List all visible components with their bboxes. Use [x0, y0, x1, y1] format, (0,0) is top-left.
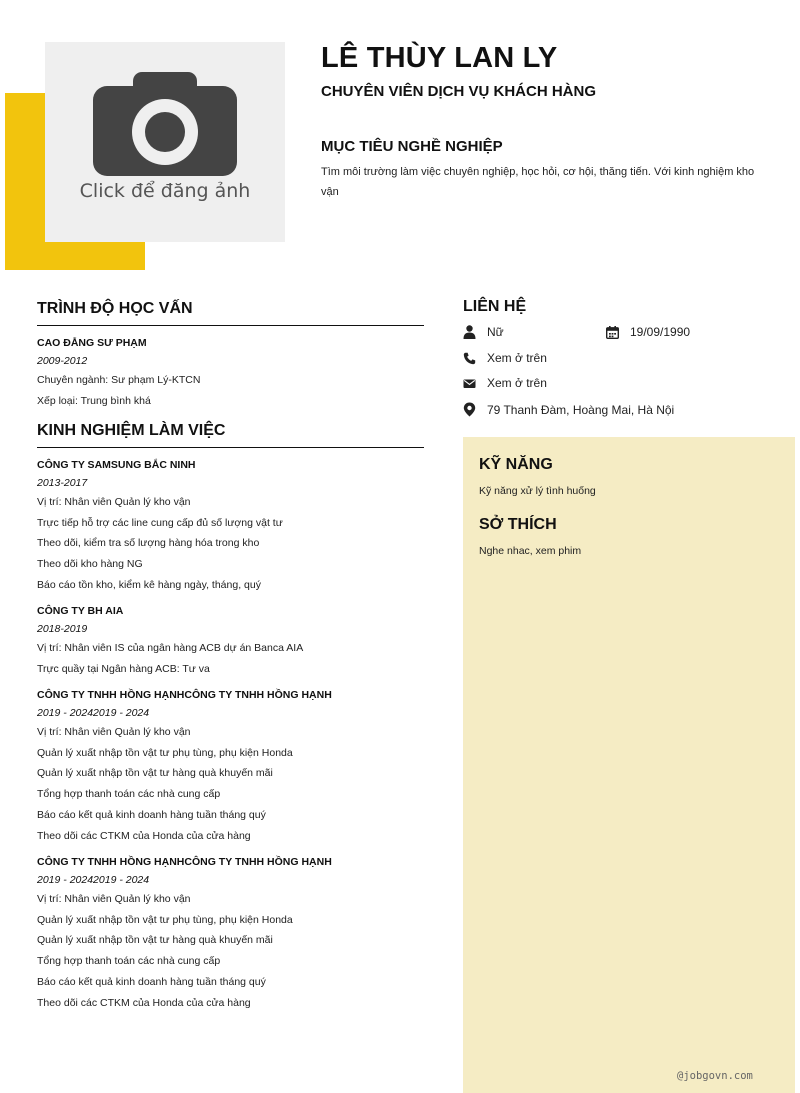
address-value: 79 Thanh Đàm, Hoàng Mai, Hà Nội [487, 402, 675, 417]
company-name: CÔNG TY TNHH HỒNG HẠNHCÔNG TY TNHH HỒNG HẠNH [37, 688, 332, 701]
job-entry [37, 604, 424, 676]
gender-value: Nữ [487, 325, 504, 339]
job-detail: Báo cáo kết quả kinh doanh hàng tuần tháng quý [37, 975, 266, 988]
skills-heading: KỸ NĂNG [479, 456, 553, 473]
photo-upload-label[interactable]: Click để đăng ảnh [79, 180, 251, 202]
job-detail: Quản lý xuất nhập tồn vật tư hàng quà khuyến mãi [37, 934, 273, 947]
job-detail: Quản lý xuất nhập tồn vật tư phụ tùng, phụ kiện Honda [37, 913, 293, 926]
phone-icon [463, 352, 476, 365]
job-detail: Theo dõi các CTKM của Honda của cửa hàng [37, 996, 251, 1009]
job-period: 2013-2017 [37, 476, 88, 489]
education-major: Chuyên ngành: Sư phạm Lý-KTCN [37, 374, 201, 386]
job-detail: Quản lý xuất nhập tồn vật tư hàng quà khuyến mãi [37, 767, 273, 780]
person-icon [463, 325, 476, 339]
job-detail: Theo dõi kho hàng NG [37, 558, 143, 571]
candidate-name: LÊ THÙY LAN LY [321, 42, 558, 74]
contact-email [463, 376, 547, 390]
contact-address [463, 402, 674, 417]
objective-heading: MỤC TIÊU NGHỀ NGHIỆP [321, 138, 503, 155]
contact-heading: LIÊN HỆ [463, 298, 527, 315]
job-detail: Quản lý xuất nhập tồn vật tư phụ tùng, phụ kiện Honda [37, 746, 293, 759]
job-entry [37, 688, 424, 843]
company-name: CÔNG TY TNHH HỒNG HẠNHCÔNG TY TNHH HỒNG HẠNH [37, 855, 332, 868]
job-detail: Theo dõi, kiểm tra số lượng hàng hóa trong kho [37, 537, 260, 550]
birthday-value: 19/09/1990 [630, 325, 691, 339]
job-detail: Vị trí: Nhân viên Quản lý kho vận [37, 892, 191, 905]
left-column [37, 300, 424, 1022]
skills-panel [463, 437, 795, 1093]
education-heading: TRÌNH ĐỘ HỌC VẤN [37, 300, 424, 326]
company-name: CÔNG TY SAMSUNG BẮC NINH [37, 458, 196, 471]
job-detail: Theo dõi các CTKM của Honda của cửa hàng [37, 829, 251, 842]
job-detail: Vị trí: Nhân viên Quản lý kho vận [37, 495, 191, 508]
education-grade: Xếp loại: Trung bình khá [37, 394, 151, 407]
job-period: 2019 - 20242019 - 2024 [37, 873, 150, 886]
job-detail: Tổng hợp thanh toán các nhà cung cấp [37, 788, 221, 801]
job-detail: Trực tiếp hỗ trợ các line cung cấp đủ số lượng vật tư [37, 516, 283, 529]
education-period: 2009-2012 [37, 355, 88, 367]
job-detail: Báo cáo kết quả kinh doanh hàng tuần tháng quý [37, 808, 266, 821]
job-title: CHUYÊN VIÊN DỊCH VỤ KHÁCH HÀNG [321, 83, 597, 100]
school-name: CAO ĐẲNG SƯ PHẠM [37, 337, 147, 349]
job-entry [37, 855, 424, 1010]
watermark: @jobgovn.com [677, 1070, 753, 1082]
hobbies-text: Nghe nhac, xem phim [479, 545, 582, 557]
contact-birthday [606, 325, 690, 339]
job-detail: Báo cáo tồn kho, kiểm kê hàng ngày, tháng, quý [37, 578, 261, 591]
job-period: 2019 - 20242019 - 2024 [37, 706, 150, 719]
email-value: Xem ở trên [487, 376, 547, 390]
phone-value: Xem ở trên [487, 351, 547, 365]
job-detail: Vị trí: Nhân viên IS của ngân hàng ACB dự án Banca AIA [37, 641, 304, 654]
email-icon [463, 377, 476, 390]
skills-text: Kỹ năng xử lý tình huống [479, 485, 596, 497]
job-detail: Vị trí: Nhân viên Quản lý kho vận [37, 725, 191, 738]
avatar-upload[interactable] [45, 42, 285, 242]
objective-text: Tìm môi trường làm việc chuyên nghiệp, học hỏi, cơ hội, thăng tiến. Với kinh nghiệm kho vận [321, 166, 755, 198]
camera-icon [93, 72, 237, 176]
company-name: CÔNG TY BH AIA [37, 604, 124, 617]
experience-heading: KINH NGHIỆM LÀM VIỆC [37, 422, 424, 448]
job-entry [37, 458, 424, 592]
job-detail: Tổng hợp thanh toán các nhà cung cấp [37, 955, 221, 968]
hobbies-heading: SỞ THÍCH [479, 516, 557, 533]
job-detail: Trực quầy tại Ngân hàng ACB: Tư va [37, 662, 210, 675]
contact-gender [463, 325, 504, 339]
contact-phone [463, 351, 547, 365]
job-period: 2018-2019 [37, 622, 88, 635]
location-pin-icon [463, 402, 476, 417]
calendar-icon [606, 326, 619, 339]
